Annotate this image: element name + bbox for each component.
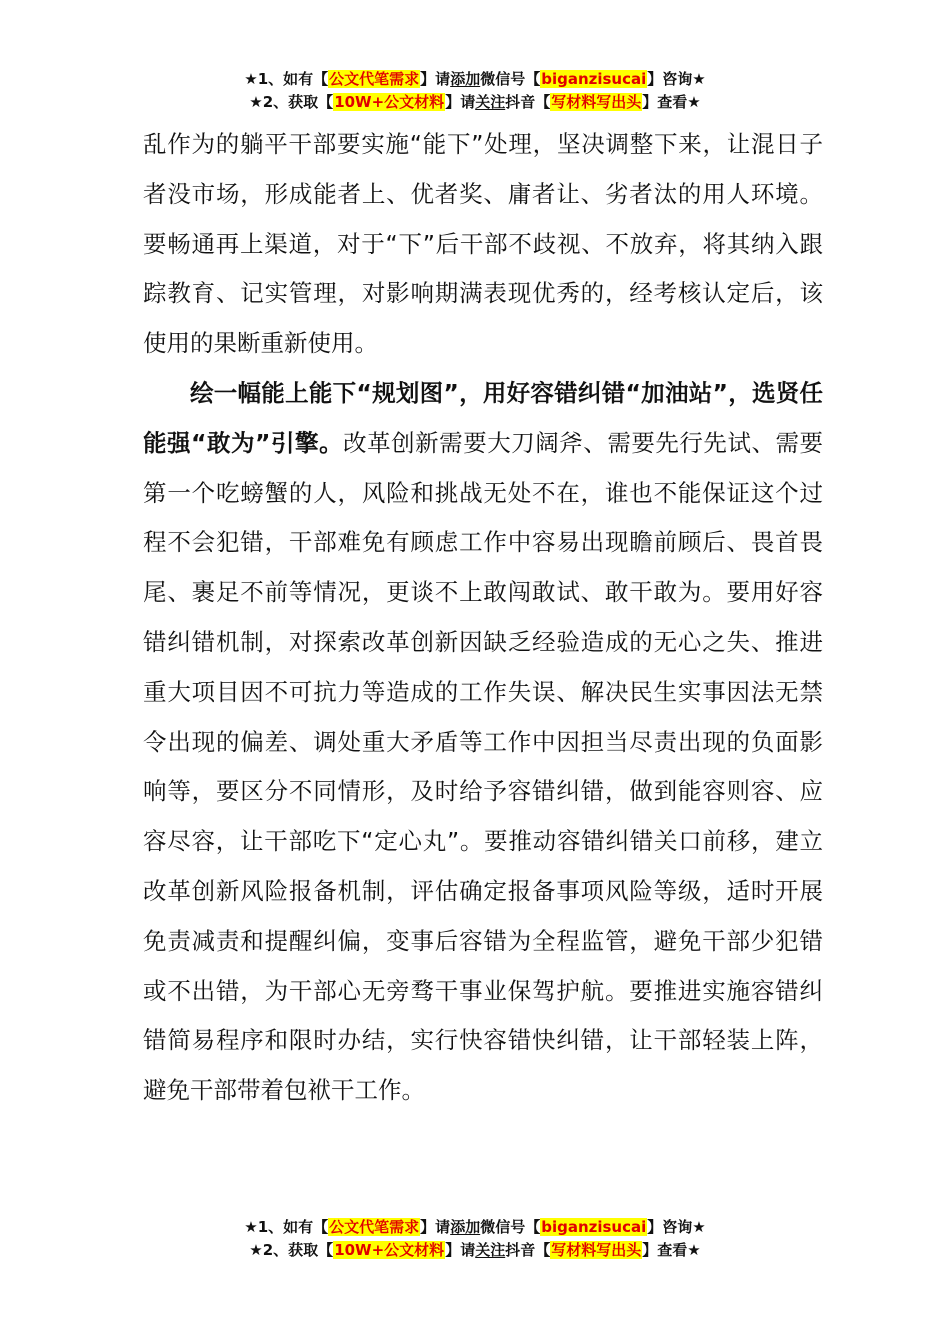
document-body	[143, 120, 823, 1116]
highlight-wechat-id: biganzisucai	[541, 70, 647, 88]
highlight-wechat-id: biganzisucai	[541, 1218, 647, 1236]
highlight-materials: 10W+公文材料	[334, 1241, 445, 1259]
underlined-word: 添加	[450, 70, 481, 88]
paragraph-section	[143, 369, 823, 1116]
promo-line-1: ★1、如有【公文代笔需求】请添加微信号【biganzisucai】咨询★	[244, 1218, 706, 1236]
promo-line-2: ★2、获取【10W+公文材料】请关注抖音【写材料写出头】查看★	[249, 93, 701, 111]
footer-promo-banner	[0, 1216, 950, 1262]
section-text: 改革创新需要大刀阔斧、需要先行先试、需要第一个吃螃蟹的人，风险和挑战无处不在，谁也不能保证这个过程不会犯错，干部难免有顾虑工作中容易出现瞻前顾后、畏首畏尾、裹足不前等情况，更谈不上敢闯敢试、敢干敢为。要用好容错纠错机制，对探索改革创新因缺乏经验造成的无心之失、推进重大项目因不可抗力等造成的工作失误、解决民生实事因法无禁令出现的偏差、调处重大矛盾等工作中因担当尽责出现的负面影响等，要区分不同情形，及时给予容错纠错，做到能容则容、应容尽容，让干部吃下“定心丸”。要推动容错纠错关口前移，建立改革创新风险报备机制，评估确定报备事项风险等级，适时开展免责减责和提醒纠偏，变事后容错为全程监管，避免干部少犯错或不出错，为干部心无旁骛干事业保驾护航。要推进实施容错纠错简易程序和限时办结，实行快容错快纠错，让干部轻装上阵，避免干部带着包袱干工作。	[143, 428, 824, 1105]
underlined-word: 关注	[475, 1241, 506, 1259]
highlight-douyin-account: 写材料写出头	[551, 93, 642, 111]
underlined-word: 关注	[475, 93, 506, 111]
underlined-word: 添加	[450, 1218, 481, 1236]
header-promo-banner	[0, 68, 950, 114]
highlight-materials: 10W+公文材料	[334, 93, 445, 111]
highlight-service: 公文代笔需求	[329, 70, 420, 88]
promo-line-1: ★1、如有【公文代笔需求】请添加微信号【biganzisucai】咨询★	[244, 70, 706, 88]
section-heading: 绘一幅能上能下“规划图”，用好容错纠错“加油站”，选贤任能强“敢为”引擎。	[143, 378, 823, 457]
highlight-douyin-account: 写材料写出头	[551, 1241, 642, 1259]
highlight-service: 公文代笔需求	[329, 1218, 420, 1236]
promo-line-2: ★2、获取【10W+公文材料】请关注抖音【写材料写出头】查看★	[249, 1241, 701, 1259]
paragraph-continued: 乱作为的躺平干部要实施“能下”处理，坚决调整下来，让混日子者没市场，形成能者上、优者奖、庸者让、劣者汰的用人环境。要畅通再上渠道，对于“下”后干部不歧视、不放弃，将其纳入跟踪教育、记实管理，对影响期满表现优秀的，经考核认定后，该使用的果断重新使用。	[143, 130, 823, 358]
